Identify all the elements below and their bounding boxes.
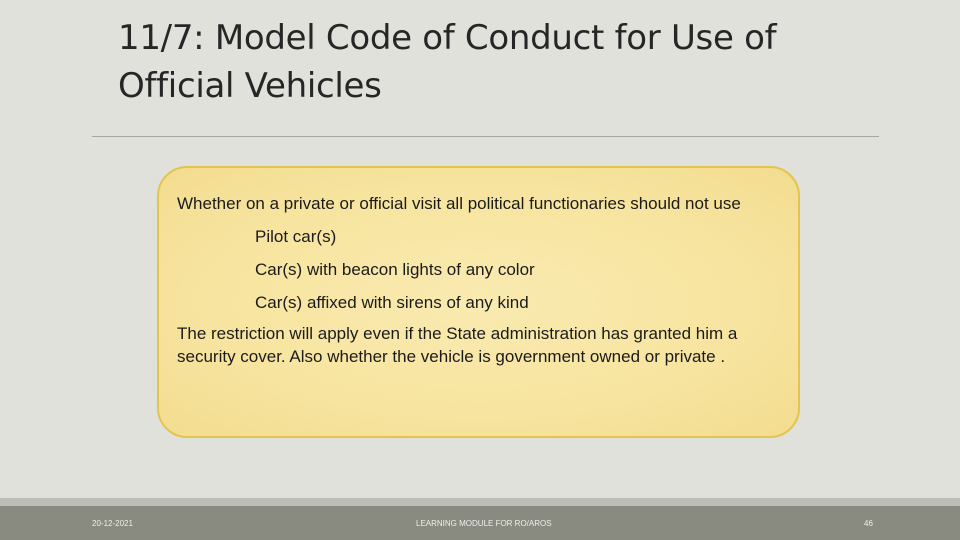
footer-bar [0,506,960,540]
footer-accent-bar [0,498,960,506]
footer-date: 20-12-2021 [92,519,133,528]
content-callout [157,166,800,438]
title-divider [92,136,879,137]
list-item: Car(s) with beacon lights of any color [255,260,535,279]
list-item: Pilot car(s) [255,227,337,246]
slide-title: 11/7: Model Code of Conduct for Use of Official Vehicles [118,18,777,106]
list-item: Car(s) affixed with sirens of any kind [255,293,529,312]
closing-paragraph: The restriction will apply even if the State administration has granted him a security cover. Also whether the vehicle is government owned or private . [177,324,738,366]
callout-text [177,192,777,368]
footer-text: LEARNING MODULE FOR RO/AROS [416,519,552,528]
intro-paragraph: Whether on a private or official visit all political functionaries should not use [177,194,741,213]
page-number: 46 [864,519,873,528]
